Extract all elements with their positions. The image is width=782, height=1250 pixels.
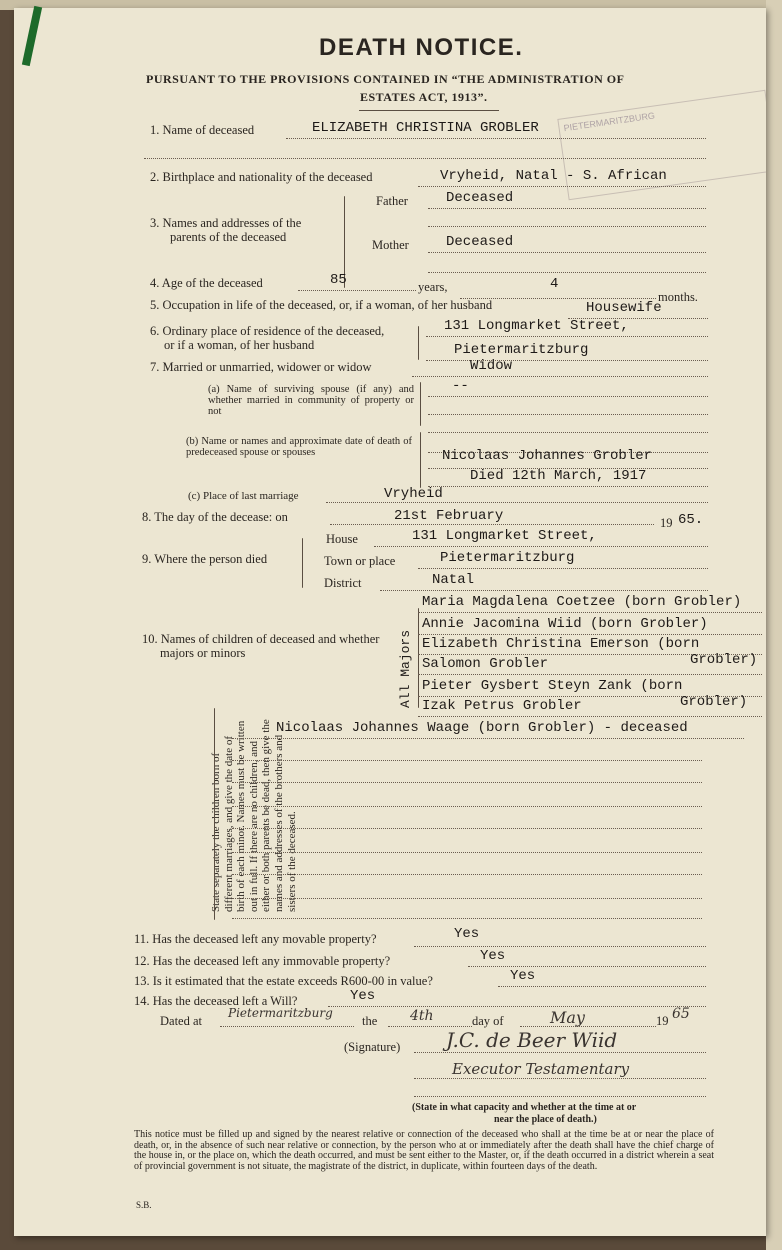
child-3: Elizabeth Christina Emerson (born [422,636,700,652]
field-8-label: 8. The day of the decease: on [142,510,288,524]
field-9-label: 9. Where the person died [142,552,268,566]
extra-line-3 [232,782,702,783]
months-label: months. [658,290,698,304]
field-3-label-a: 3. Names and addresses of the [150,216,302,230]
the-label: the [362,1014,378,1028]
field-4-label: 4. Age of the deceased [150,276,263,290]
child-4-line [418,674,762,675]
field-1-label: 1. Name of deceased [150,123,255,137]
subtitle-rule [359,110,499,111]
field-13-line [498,986,706,987]
field-7b-line-3 [428,486,708,487]
form-code: S.B. [136,1200,152,1210]
child-2-line [418,634,762,635]
field-12-line [468,966,706,967]
field-7c-label: (c) Place of last marriage [188,490,299,502]
capacity-line [414,1078,706,1079]
age-years-value: 85 [330,272,347,288]
capacity-note-a: (State in what capacity and whether at the time at or [412,1102,637,1113]
field-3-label-b: parents of the deceased [170,230,287,244]
age-months-value: 4 [550,276,559,292]
field-7-label: 7. Married or unmarried, widower or widow [150,360,372,374]
field-2-line [418,186,706,187]
mother-line-2 [428,272,706,273]
extra-line-8 [232,898,702,899]
father-line [428,208,706,209]
month-value: May [550,1008,585,1027]
district-line [380,590,708,591]
house-value: 131 Longmarket Street, [412,528,597,544]
field-8-year: 65. [678,512,704,528]
district-label: District [324,576,362,590]
capacity-note-b: near the place of death.) [494,1114,597,1125]
field-1-value: ELIZABETH CHRISTINA GROBLER [312,120,539,136]
field-6-label-b: or if a woman, of her husband [164,338,315,352]
residence-brace [418,326,419,360]
field-6-value-b: Pietermaritzburg [454,342,589,358]
field-8-year-prefix: 19 [660,516,673,530]
day-value: 4th [410,1008,434,1024]
field-12-label: 12. Has the deceased left any immovable property? [134,954,391,968]
age-years-line [298,290,416,291]
majors-note: All Majors [398,629,413,708]
death-notice-page [14,8,766,1236]
field-6-value-a: 131 Longmarket Street, [444,318,629,334]
place-brace [302,538,303,588]
extra-line-7 [232,874,702,875]
instruction-note: This notice must be filled up and signed by the nearest relative or connection of the deceased who shall at the time be at or near the place of death, or, in the absence of such near relative or connection, by the person who at or immediately after the death shall have the chief charge of the house in, or the place on, which the death occurred, and must be sent either to the Master, or, if the death occurred in a district wherein a seat of provincial government is not situate, the magistrate of the district, in duplicate, within fourteen days of the death. [134,1129,714,1172]
child-4: Salomon Grobler [422,656,549,672]
predeceased-brace [420,432,421,488]
children-side-note: State separately the children born of different marriages, and give the date of birth of each minor. Names must be written out in full. If there are no children, and either or both parents be dead, then give the names and addresses of the brothers and sisters of the deceased. [210,719,298,912]
extra-line-1 [232,738,744,739]
mother-line [428,252,706,253]
field-1-line [286,138,706,139]
form-subtitle-line2: ESTATES ACT, 1913”. [360,90,488,104]
town-label: Town or place [324,554,396,568]
field-7b-value-a: Nicolaas Johannes Grobler [442,448,653,464]
field-7-value: Widow [470,358,513,374]
field-13-value: Yes [510,968,536,984]
field-7a-value: -- [452,378,469,394]
extra-line-5 [232,828,702,829]
field-12-value: Yes [480,948,506,964]
day-line [388,1026,472,1027]
field-8-line [330,524,654,525]
field-10-label-b: majors or minors [160,646,246,660]
mother-label: Mother [372,238,409,252]
child-1-line [418,612,762,613]
form-subtitle-line1: PURSUANT TO THE PROVISIONS CONTAINED IN “THE ADMINISTRATION OF [146,72,625,86]
field-7a-label: (a) Name of surviving spouse (if any) and whether married in community of property or not [208,384,414,417]
field-14-value: Yes [350,988,376,1004]
day-of-label: day of [472,1014,504,1028]
years-label: years, [418,280,448,294]
father-label: Father [376,194,408,208]
district-value: Natal [432,572,475,588]
paper-edge-right [766,0,782,1250]
mother-value: Deceased [446,234,514,250]
child-5: Pieter Gysbert Steyn Zank (born [422,678,683,694]
field-13-label: 13. Is it estimated that the estate exceeds R600-00 in value? [134,974,433,988]
child-7: Nicolaas Johannes Waage (born Grobler) - deceased [276,720,688,736]
field-7b-value-b: Died 12th March, 1917 [470,468,647,484]
registry-stamp: PIETERMARITZBURG [557,90,766,200]
town-value: Pietermaritzburg [440,550,575,566]
field-7a-line-2 [428,414,708,415]
field-11-label: 11. Has the deceased left any movable property? [134,932,377,946]
children-brace [418,608,419,708]
dated-at-label: Dated at [160,1014,202,1028]
field-7-line [412,376,708,377]
form-title: DEATH NOTICE. [319,34,524,61]
field-1-line-2 [144,158,706,159]
capacity-line-2 [414,1096,706,1097]
field-14-line [328,1006,706,1007]
extra-line-9 [232,918,702,919]
father-line-2 [428,226,706,227]
house-line [374,546,708,547]
field-7b-label: (b) Name or names and approximate date of death of predeceased spouse or spouses [186,436,412,458]
child-1: Maria Magdalena Coetzee (born Grobler) [422,594,742,610]
additional-children-brace [214,708,215,920]
dated-year: 65 [672,1006,690,1022]
field-11-line [414,946,706,947]
extra-line-6 [232,852,702,853]
month-line [520,1026,656,1027]
field-2-value: Vryheid, Natal - S. African [440,168,667,184]
field-7a-line-3 [428,432,708,433]
field-7c-value: Vryheid [384,486,443,502]
field-14-label: 14. Has the deceased left a Will? [134,994,298,1008]
house-label: House [326,532,358,546]
dated-at-line [220,1026,354,1027]
field-7c-line [326,502,708,503]
signature-label: (Signature) [344,1040,401,1054]
father-value: Deceased [446,190,514,206]
child-6: Izak Petrus Grobler [422,698,582,714]
field-11-value: Yes [454,926,480,942]
child-6-line [418,716,762,717]
dated-at-value: Pietermaritzburg [228,1006,333,1020]
extra-line-4 [232,806,702,807]
field-5-value: Housewife [586,300,662,316]
field-6-line-a [426,336,708,337]
spouse-brace [420,382,421,426]
capacity-value: Executor Testamentary [452,1060,630,1078]
field-7a-line [428,396,708,397]
field-8-value: 21st February [394,508,504,524]
field-6-label-a: 6. Ordinary place of residence of the deceased, [150,324,385,338]
field-10-label-a: 10. Names of children of deceased and whether [142,632,380,646]
town-line [418,568,708,569]
child-2: Annie Jacomina Wiid (born Grobler) [422,616,708,632]
child-5-cont: Grobler) [680,694,748,710]
field-6-line-b [426,360,708,361]
field-5-label: 5. Occupation in life of the deceased, or, if a woman, of her husband [150,298,493,312]
signature-value: J.C. de Beer Wiid [446,1028,618,1052]
child-3-cont: Grobler) [690,652,758,668]
extra-line-2 [232,760,702,761]
signature-line [414,1052,706,1053]
field-2-label: 2. Birthplace and nationality of the deceased [150,170,373,184]
dated-year-prefix: 19 [656,1014,669,1028]
